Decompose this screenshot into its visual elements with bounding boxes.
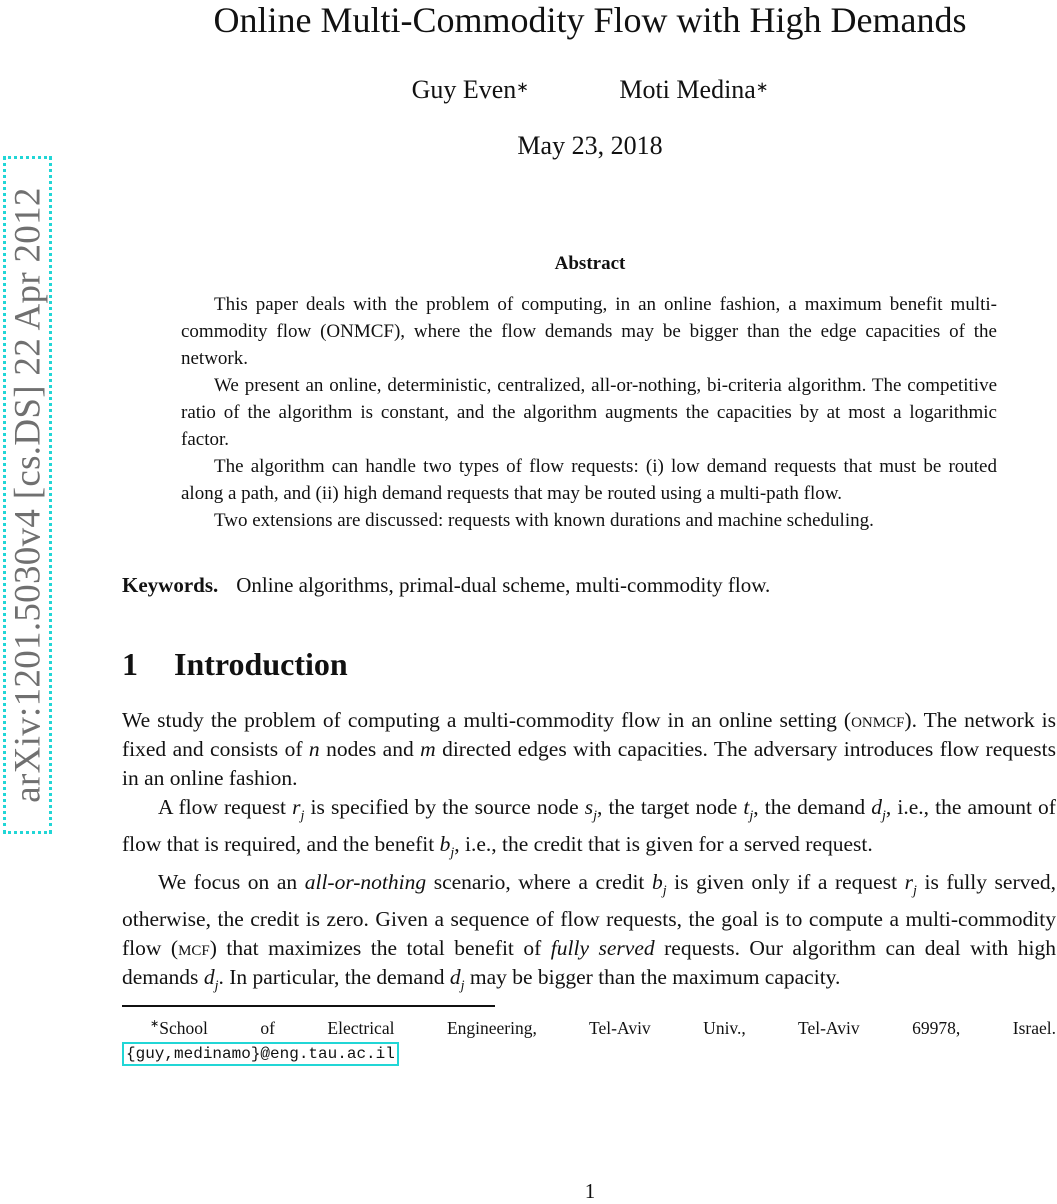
abstract-paragraph: The algorithm can handle two types of flow requests: (i) low demand requests that must be routed along a path, and (ii) high demand requests that may be routed using a multi-path flow. <box>181 456 997 504</box>
math-d-j: $d_j$ <box>203 964 219 994</box>
abstract-body <box>181 291 997 534</box>
math-n: n <box>308 737 320 761</box>
emphasis: all-or-nothing <box>304 869 427 894</box>
keywords-label: Keywords. <box>122 573 219 597</box>
math-s-j: $s_j$ <box>584 795 597 824</box>
emphasis: fully served <box>550 935 655 960</box>
abstract-paragraph: Two extensions are discussed: requests with known durations and machine scheduling. <box>214 510 874 531</box>
author-list <box>0 74 1057 106</box>
section-heading-introduction <box>122 644 348 684</box>
section-title: Introduction <box>174 646 348 682</box>
keywords-text: Online algorithms, primal-dual scheme, multi-commodity flow. <box>236 573 771 597</box>
footnote-affiliation: ∗School of Electrical Engineering, Tel-Aviv Univ., Tel-Aviv 69978, Israel. <box>150 1017 1056 1038</box>
math-r-j: $r_j$ <box>904 869 917 898</box>
author-guy-even: Guy Even∗ <box>411 75 529 104</box>
abstract-paragraph: This paper deals with the problem of computing, in an online fashion, a maximum benefit multi-commodity flow (ONMCF), where the flow demands may be bigger than the edge capacities of the network. <box>181 294 997 369</box>
section-number: 1 <box>122 646 138 682</box>
math-d-j: $d_j$ <box>871 795 886 824</box>
page-number: 1 <box>584 1179 596 1203</box>
paper-date: May 23, 2018 <box>517 131 663 160</box>
footnote <box>122 1012 1056 1066</box>
onmcf-acronym: onmcf <box>851 708 905 732</box>
math-b-j: $b_j$ <box>439 832 455 861</box>
math-r-j: $r_j$ <box>292 795 305 824</box>
math-t-j: $t_j$ <box>743 795 754 824</box>
math-b-j: $b_j$ <box>651 869 667 898</box>
mcf-acronym: mcf <box>178 935 210 960</box>
math-m: m <box>420 737 436 761</box>
footnote-rule <box>122 1005 495 1007</box>
author-moti-medina: Moti Medina∗ <box>619 75 769 104</box>
keywords <box>122 571 1057 599</box>
intro-paragraph: We study the problem of computing a multi-commodity flow in an online setting (onmcf). The network is fixed and consists of n nodes and m directed edges with capacities. The adversary introduces flow requests in an online fashion. <box>122 708 1057 790</box>
abstract-paragraph: We present an online, deterministic, centralized, all-or-nothing, bi-criteria algorithm. The competitive ratio of the algorithm is constant, and the algorithm augments the capacities by at most a logarithmic factor. <box>181 375 997 450</box>
introduction-body <box>122 706 1056 1000</box>
intro-paragraph: A flow request $r_j$ is specified by the source node $s_j$, the target node $t_j$, the demand $d_j$, i.e., the amount of flow that is required, and the benefit $b_j$, i.e., the credit that is given for a served request. <box>122 795 1056 861</box>
arxiv-identifier-text: arXiv:1201.5030v4 [cs.DS] 22 Apr 2012 <box>7 187 48 803</box>
email-link[interactable]: {guy,medinamo}@eng.tau.ac.il <box>122 1042 399 1066</box>
intro-paragraph: We focus on an all-or-nothing scenario, where a credit $b_j$ is given only if a request $r_j$ is fully served, otherwise, the credit is zero. Given a sequence of flow requests, the goal is to compute a multi-commodity flow (mcf) that maximizes the total benefit of fully served requests. Our algorithm can deal with high demands $d_j$. In particular, the demand $d_j$ may be bigger than the maximum capacity. <box>122 869 1057 994</box>
paper-title: Online Multi-Commodity Flow with High Demands <box>213 0 967 40</box>
abstract-heading: Abstract <box>554 253 626 274</box>
math-d-j: $d_j$ <box>449 964 465 994</box>
